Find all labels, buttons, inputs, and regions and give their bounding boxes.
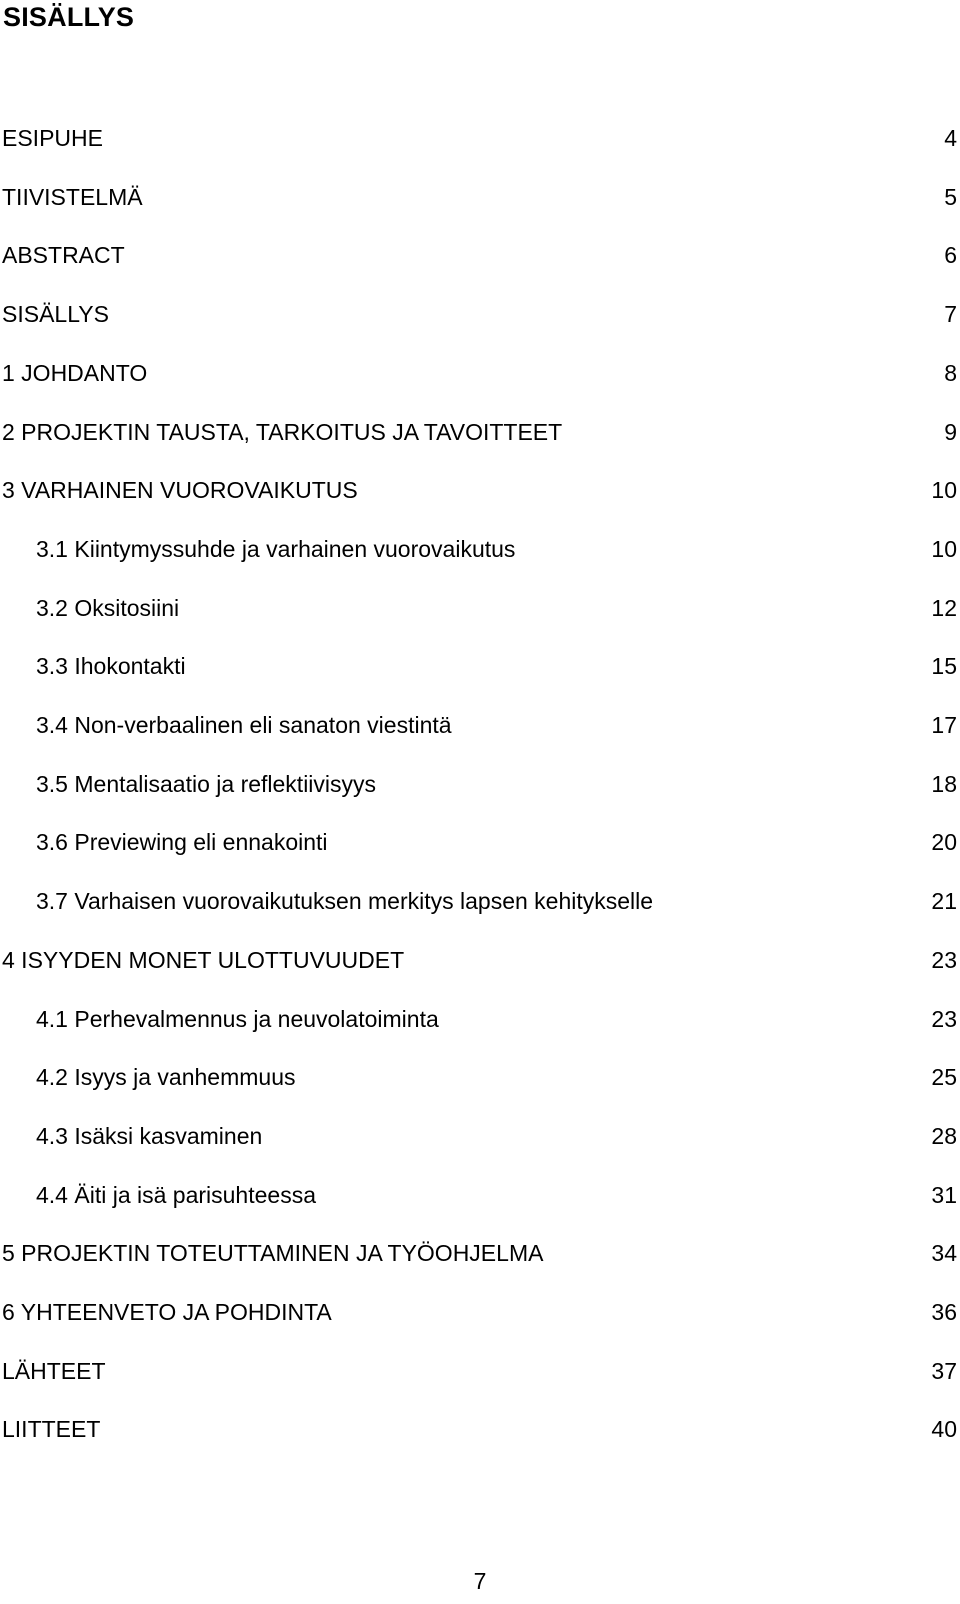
toc-entry-label: 1 JOHDANTO	[2, 359, 148, 386]
toc-entry[interactable]	[2, 180, 957, 214]
toc-entry-label: 4.2 Isyys ja vanhemmuus	[36, 1063, 296, 1090]
toc-entry-page: 34	[931, 1239, 957, 1266]
toc-entry[interactable]	[2, 1354, 957, 1388]
toc-entry-label: 3 VARHAINEN VUOROVAIKUTUS	[2, 476, 358, 503]
toc-entry[interactable]	[2, 1002, 957, 1036]
toc-entry-label: 4.4 Äiti ja isä parisuhteessa	[36, 1181, 316, 1208]
toc-entry-page: 23	[931, 946, 957, 973]
toc-entry-label: 2 PROJEKTIN TAUSTA, TARKOITUS JA TAVOITTEET	[2, 418, 563, 445]
toc-entry-page: 8	[944, 359, 957, 386]
toc-entry[interactable]	[2, 1060, 957, 1094]
toc-entry-label: 3.1 Kiintymyssuhde ja varhainen vuorovaikutus	[36, 535, 516, 562]
toc-entry-label: 3.2 Oksitosiini	[36, 594, 180, 621]
toc-entry[interactable]	[2, 1236, 957, 1270]
toc-entry-page: 6	[944, 241, 957, 268]
toc-entry[interactable]	[2, 121, 957, 155]
toc-entry[interactable]	[2, 532, 957, 566]
toc-entry-page: 28	[931, 1122, 957, 1149]
toc-entry[interactable]	[2, 1412, 957, 1446]
toc-entry-page: 20	[931, 828, 957, 855]
toc-entry-label: 3.5 Mentalisaatio ja reflektiivisyys	[36, 770, 377, 797]
toc-entry-page: 25	[931, 1063, 957, 1090]
toc-entry[interactable]	[2, 591, 957, 625]
toc-entry-page: 18	[931, 770, 957, 797]
toc-entry-page: 37	[931, 1357, 957, 1384]
toc-entry[interactable]	[2, 1295, 957, 1329]
toc-entry-page: 10	[931, 476, 957, 503]
toc-entry-page: 15	[931, 652, 957, 679]
page-title: SISÄLLYS	[3, 2, 135, 32]
toc-entry-page: 17	[931, 711, 957, 738]
toc-entry-label: ESIPUHE	[2, 124, 103, 151]
toc-entry-label: 4.1 Perhevalmennus ja neuvolatoiminta	[36, 1005, 439, 1032]
toc-entry-label: 3.6 Previewing eli ennakointi	[36, 828, 328, 855]
toc-entry[interactable]	[2, 825, 957, 859]
toc-entry[interactable]	[2, 708, 957, 742]
toc-entry-label: 3.7 Varhaisen vuorovaikutuksen merkitys lapsen kehitykselle	[36, 887, 654, 914]
toc-entry[interactable]	[2, 415, 957, 449]
toc-entry-page: 21	[931, 887, 957, 914]
toc-entry-page: 4	[944, 124, 957, 151]
toc-entry[interactable]	[2, 884, 957, 918]
toc-entry[interactable]	[2, 297, 957, 331]
toc-entry-label: 3.3 Ihokontakti	[36, 652, 186, 679]
toc-entry-label: LIITTEET	[2, 1415, 101, 1442]
toc-entry-label: 4 ISYYDEN MONET ULOTTUVUUDET	[2, 946, 405, 973]
toc-entry[interactable]	[2, 356, 957, 390]
toc-entry[interactable]	[2, 767, 957, 801]
toc-entry-page: 9	[944, 418, 957, 445]
toc-entry[interactable]	[2, 943, 957, 977]
toc-entry[interactable]	[2, 1178, 957, 1212]
toc-entry[interactable]	[2, 238, 957, 272]
toc-entry-page: 36	[931, 1298, 957, 1325]
toc-entry-label: 5 PROJEKTIN TOTEUTTAMINEN JA TYÖOHJELMA	[2, 1239, 544, 1266]
toc-entry-page: 12	[931, 594, 957, 621]
toc-entry[interactable]	[2, 649, 957, 683]
toc-entry-page: 23	[931, 1005, 957, 1032]
page-number: 7	[473, 1568, 487, 1594]
toc-entry[interactable]	[2, 1119, 957, 1153]
toc-entry-page: 10	[931, 535, 957, 562]
toc-entry-label: ABSTRACT	[2, 241, 125, 268]
toc-entry-label: 3.4 Non-verbaalinen eli sanaton viestintä	[36, 711, 452, 738]
toc-entry-label: TIIVISTELMÄ	[2, 183, 143, 210]
toc-entry-label: LÄHTEET	[2, 1357, 106, 1384]
toc-entry-page: 40	[931, 1415, 957, 1442]
toc-entry-label: SISÄLLYS	[2, 300, 109, 327]
toc-entry-label: 6 YHTEENVETO JA POHDINTA	[2, 1298, 332, 1325]
toc-entry-page: 5	[944, 183, 957, 210]
toc-entry-page: 7	[944, 300, 957, 327]
toc-entry-page: 31	[931, 1181, 957, 1208]
toc-entry[interactable]	[2, 473, 957, 507]
toc-entry-label: 4.3 Isäksi kasvaminen	[36, 1122, 263, 1149]
